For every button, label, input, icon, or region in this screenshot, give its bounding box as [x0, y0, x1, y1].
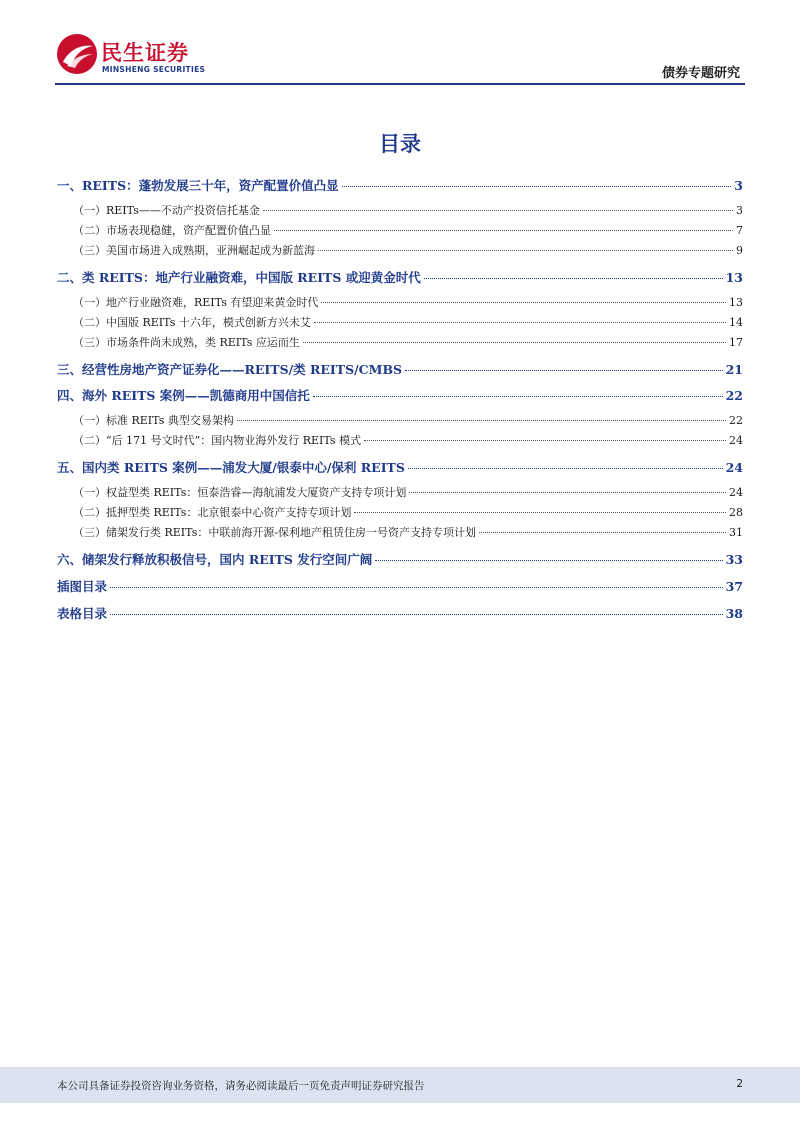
toc-dot-leader [424, 278, 723, 279]
toc-chapter-entry[interactable] [57, 458, 743, 476]
toc-entry-title: 一、REITS：蓬勃发展三十年，资产配置价值凸显 [57, 178, 339, 193]
toc-page-number: 22 [725, 388, 743, 403]
minsheng-logo-icon [55, 32, 99, 76]
toc-section-entry[interactable] [57, 412, 743, 428]
toc-page-number: 33 [725, 552, 743, 567]
toc-dot-leader [237, 420, 726, 421]
toc-page-number: 28 [729, 506, 743, 519]
logo-chinese-name: 民生证券 [101, 41, 189, 65]
toc-page-number: 9 [736, 244, 743, 257]
toc-page-number: 7 [736, 224, 743, 237]
page-footer [0, 1067, 800, 1103]
toc-dot-leader [303, 342, 726, 343]
toc-section-entry[interactable] [57, 242, 743, 258]
toc-section-entry[interactable] [57, 334, 743, 350]
toc-section-entry[interactable] [57, 524, 743, 540]
toc-entry-title: （一）权益型类 REITs：恒泰浩睿—海航浦发大厦资产支持专项计划 [73, 486, 407, 499]
toc-page-number: 31 [729, 526, 743, 539]
toc-chapter-entry[interactable] [57, 604, 743, 622]
toc-entry-title: （二）抵押型类 REITs：北京银泰中心资产支持专项计划 [73, 506, 352, 519]
toc-page-number: 3 [736, 204, 743, 217]
toc-chapter-entry[interactable] [57, 360, 743, 378]
toc-page-number: 13 [725, 270, 743, 285]
toc-dot-leader [314, 322, 726, 323]
toc-page-number: 24 [725, 460, 743, 475]
toc-entry-title: （三）美国市场进入成熟期，亚洲崛起成为新蓝海 [73, 244, 315, 257]
toc-entry-title: 表格目录 [57, 606, 108, 621]
toc-dot-leader [408, 468, 723, 469]
toc-page-number: 13 [729, 296, 743, 309]
toc-dot-leader [409, 492, 726, 493]
toc-entry-title: （一）REITs——不动产投资信托基金 [73, 204, 260, 217]
toc-entry-title: （二）市场表现稳健，资产配置价值凸显 [73, 224, 271, 237]
toc-entry-title: （三）市场条件尚未成熟，类 REITs 应运而生 [73, 336, 300, 349]
toc-dot-leader [110, 614, 723, 615]
toc-dot-leader [313, 396, 723, 397]
toc-section-entry[interactable] [57, 222, 743, 238]
page-header [0, 0, 800, 90]
toc-entry-title: （一）地产行业融资难，REITs 有望迎来黄金时代 [73, 296, 319, 309]
toc-page-number: 3 [734, 178, 743, 193]
toc-dot-leader [321, 302, 726, 303]
toc-page-number: 37 [725, 579, 743, 594]
toc-section-entry[interactable] [57, 202, 743, 218]
company-logo [55, 32, 215, 80]
toc-dot-leader [375, 560, 722, 561]
toc-section-entry[interactable] [57, 314, 743, 330]
toc-chapter-entry[interactable] [57, 550, 743, 568]
toc-section-entry[interactable] [57, 504, 743, 520]
toc-section-entry[interactable] [57, 484, 743, 500]
toc-entry-title: 插图目录 [57, 579, 108, 594]
toc-entry-title: 六、储架发行释放积极信号，国内 REITS 发行空间广阔 [57, 552, 373, 567]
toc-page-number: 24 [729, 434, 743, 447]
footer-disclaimer: 本公司具备证券投资咨询业务资格，请务必阅读最后一页免责声明证券研究报告 [57, 1080, 425, 1092]
toc-entry-title: （三）储架发行类 REITs：中联前海开源-保利地产租赁住房一号资产支持专项计划 [73, 526, 477, 539]
toc-entry-title: （二）“后 171 号文时代”：国内物业海外发行 REITs 模式 [73, 434, 362, 447]
toc-entry-title: （一）标准 REITs 典型交易架构 [73, 414, 234, 427]
toc-page-number: 14 [729, 316, 743, 329]
toc-title: 目录 [379, 132, 421, 156]
toc-page-number: 22 [729, 414, 743, 427]
toc-dot-leader [318, 250, 733, 251]
toc-dot-leader [110, 587, 723, 588]
toc-page-number: 38 [725, 606, 743, 621]
toc-chapter-entry[interactable] [57, 176, 743, 194]
toc-dot-leader [364, 440, 726, 441]
toc-entry-title: 二、类 REITS：地产行业融资难，中国版 REITS 或迎黄金时代 [57, 270, 421, 285]
toc-entry-title: 四、海外 REITS 案例——凯德商用中国信托 [57, 388, 310, 403]
toc-dot-leader [342, 186, 732, 187]
header-divider [55, 83, 745, 85]
report-type-label: 债券专题研究 [661, 66, 740, 81]
toc-chapter-entry[interactable] [57, 386, 743, 404]
toc-page-number: 24 [729, 486, 743, 499]
toc-dot-leader [274, 230, 733, 231]
toc-section-entry[interactable] [57, 294, 743, 310]
footer-page-number: 2 [736, 1078, 743, 1090]
toc-entry-title: 三、经营性房地产资产证券化——REITS/类 REITS/CMBS [57, 362, 403, 377]
toc-dot-leader [354, 512, 726, 513]
toc-section-entry[interactable] [57, 432, 743, 448]
toc-dot-leader [405, 370, 723, 371]
toc-page-number: 21 [725, 362, 743, 377]
toc-entry-title: 五、国内类 REITS 案例——浦发大厦/银泰中心/保利 REITS [57, 460, 405, 475]
toc-dot-leader [479, 532, 726, 533]
toc-dot-leader [263, 210, 733, 211]
toc-chapter-entry[interactable] [57, 268, 743, 286]
toc-entry-title: （二）中国版 REITs 十六年，模式创新方兴未艾 [73, 316, 311, 329]
logo-english-name: MINSHENG SECURITIES [102, 65, 206, 74]
toc-page-number: 17 [729, 336, 743, 349]
toc-chapter-entry[interactable] [57, 577, 743, 595]
